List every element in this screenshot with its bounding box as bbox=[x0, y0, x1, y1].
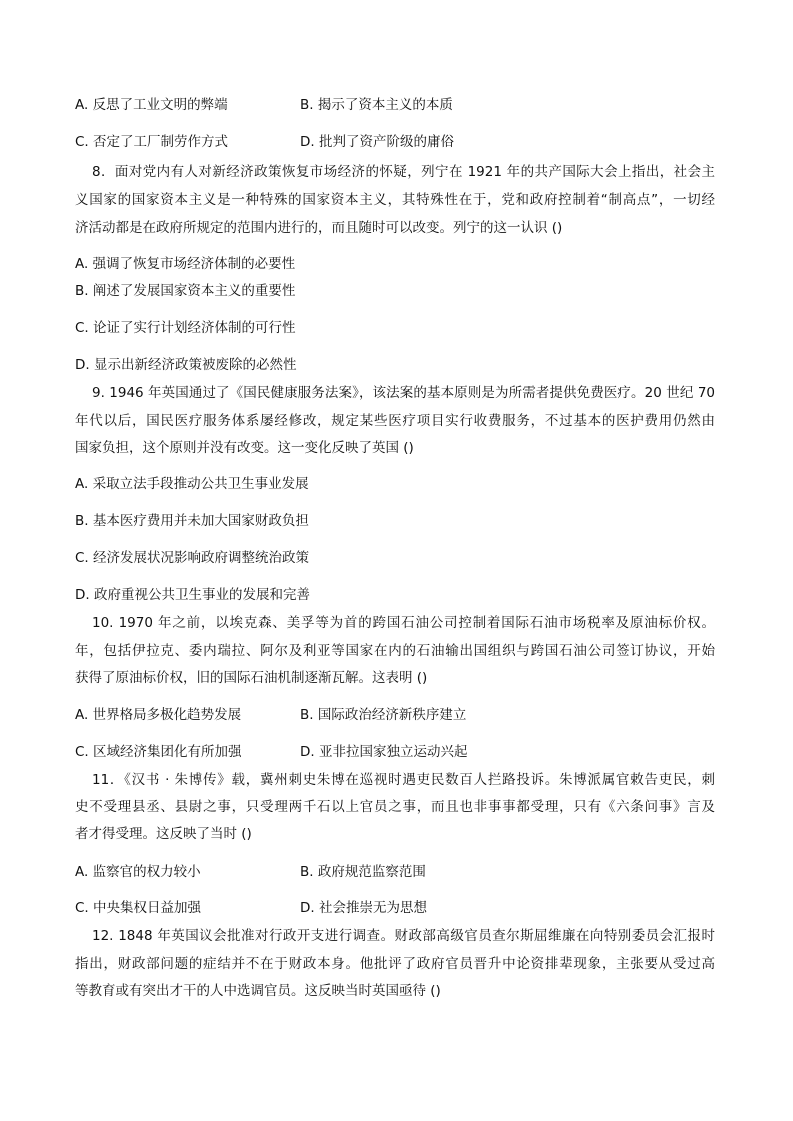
q11-stem-line-3: 者才得受理。这反映了当时 () bbox=[75, 826, 252, 842]
q12-stem-line-2: 指出，财政部问题的症结并不在于财政本身。他批评了政府官员晋升中论资排辈现象，主张要从受过高 bbox=[75, 956, 715, 972]
q9-stem-line-3: 国家负担，这个原则并没有改变。这一变化反映了英国 () bbox=[75, 440, 414, 456]
q10-option-d: D. 亚非拉国家独立运动兴起 bbox=[300, 744, 468, 760]
q10-option-c: C. 区域经济集团化有所加强 bbox=[75, 744, 242, 760]
q9-stem-line-1: 9. 1946 年英国通过了《国民健康服务法案》，该法案的基本原则是为所需者提供免费医疗。20 世纪 70 bbox=[92, 385, 715, 401]
q7-option-row-2 bbox=[75, 132, 454, 152]
q11-stem-line-2: 史不受理县丞、县尉之事，只受理两千石以上官员之事，而且也非事事都受理，只有《六条问事》言及 bbox=[75, 799, 715, 815]
q8-stem-line-1: 8．面对党内有人对新经济政策恢复市场经济的怀疑，列宁在 1921 年的共产国际大会上指出，社会主 bbox=[92, 164, 715, 180]
q7-option-a: A. 反思了工业文明的弊端 bbox=[75, 97, 228, 113]
q11-stem-line-1: 11．《汉书 · 朱博传》载，冀州刺史朱博在巡视时遇吏民数百人拦路投诉。朱博派属官敕告吏民，刺 bbox=[92, 772, 715, 788]
q9-stem-line-2: 年代以后，国民医疗服务体系屡经修改，规定某些医疗项目实行收费服务，不过基本的医护费用仍然由 bbox=[75, 413, 715, 429]
q8-stem-line-3: 济活动都是在政府所规定的范围内进行的，而且随时可以改变。列宁的这一认识 () bbox=[75, 220, 563, 236]
q10-stem-line-3: 获得了原油标价权，旧的国际石油机制逐渐瓦解。这表明 () bbox=[75, 670, 428, 686]
q8-stem-line-2: 义国家的国家资本主义是一种特殊的国家资本主义，其特殊性在于，党和政府控制着“制高点”，一切经 bbox=[75, 192, 715, 208]
q8-option-c: C. 论证了实行计划经济体制的可行性 bbox=[75, 320, 296, 336]
q8-option-a: A. 强调了恢复市场经济体制的必要性 bbox=[75, 256, 296, 272]
q11-option-b: B. 政府规范监察范围 bbox=[300, 864, 426, 880]
q10-option-a: A. 世界格局多极化趋势发展 bbox=[75, 707, 242, 723]
q11-option-d: D. 社会推崇无为思想 bbox=[300, 900, 427, 916]
q10-stem-line-2: 年，包括伊拉克、委内瑞拉、阿尔及利亚等国家在内的石油输出国组织与跨国石油公司签订协议，开始 bbox=[75, 643, 715, 659]
q7-option-b: B. 揭示了资本主义的本质 bbox=[300, 97, 453, 113]
q10-stem-line-1: 10. 1970 年之前，以埃克森、美孚等为首的跨国石油公司控制着国际石油市场税率及原油标价权。 bbox=[92, 615, 715, 631]
q9-option-d: D. 政府重视公共卫生事业的发展和完善 bbox=[75, 587, 310, 603]
q9-option-b: B. 基本医疗费用并未加大国家财政负担 bbox=[75, 513, 309, 529]
q11-option-row-1 bbox=[75, 862, 426, 882]
q10-option-row-1 bbox=[75, 705, 467, 725]
q11-option-c: C. 中央集权日益加强 bbox=[75, 900, 202, 916]
q7-option-d: D. 批判了资产阶级的庸俗 bbox=[300, 134, 454, 150]
q11-option-row-2 bbox=[75, 898, 427, 918]
q9-option-a: A. 采取立法手段推动公共卫生事业发展 bbox=[75, 476, 309, 492]
q8-option-b: B. 阐述了发展国家资本主义的重要性 bbox=[75, 283, 296, 299]
q11-option-a: A. 监察官的权力较小 bbox=[75, 864, 201, 880]
q10-option-b: B. 国际政治经济新秩序建立 bbox=[300, 707, 467, 723]
q9-option-c: C. 经济发展状况影响政府调整统治政策 bbox=[75, 550, 310, 566]
q8-option-d: D. 显示出新经济政策被废除的必然性 bbox=[75, 357, 297, 373]
q7-option-c: C. 否定了工厂制劳作方式 bbox=[75, 134, 229, 150]
q12-stem-line-3: 等教育或有突出才干的人中选调官员。这反映当时英国亟待 () bbox=[75, 983, 441, 999]
q10-option-row-2 bbox=[75, 742, 468, 762]
q12-stem-line-1: 12. 1848 年英国议会批准对行政开支进行调查。财政部高级官员查尔斯屈维廉在向特别委员会汇报时 bbox=[92, 928, 715, 944]
q7-option-row-1 bbox=[75, 95, 453, 115]
